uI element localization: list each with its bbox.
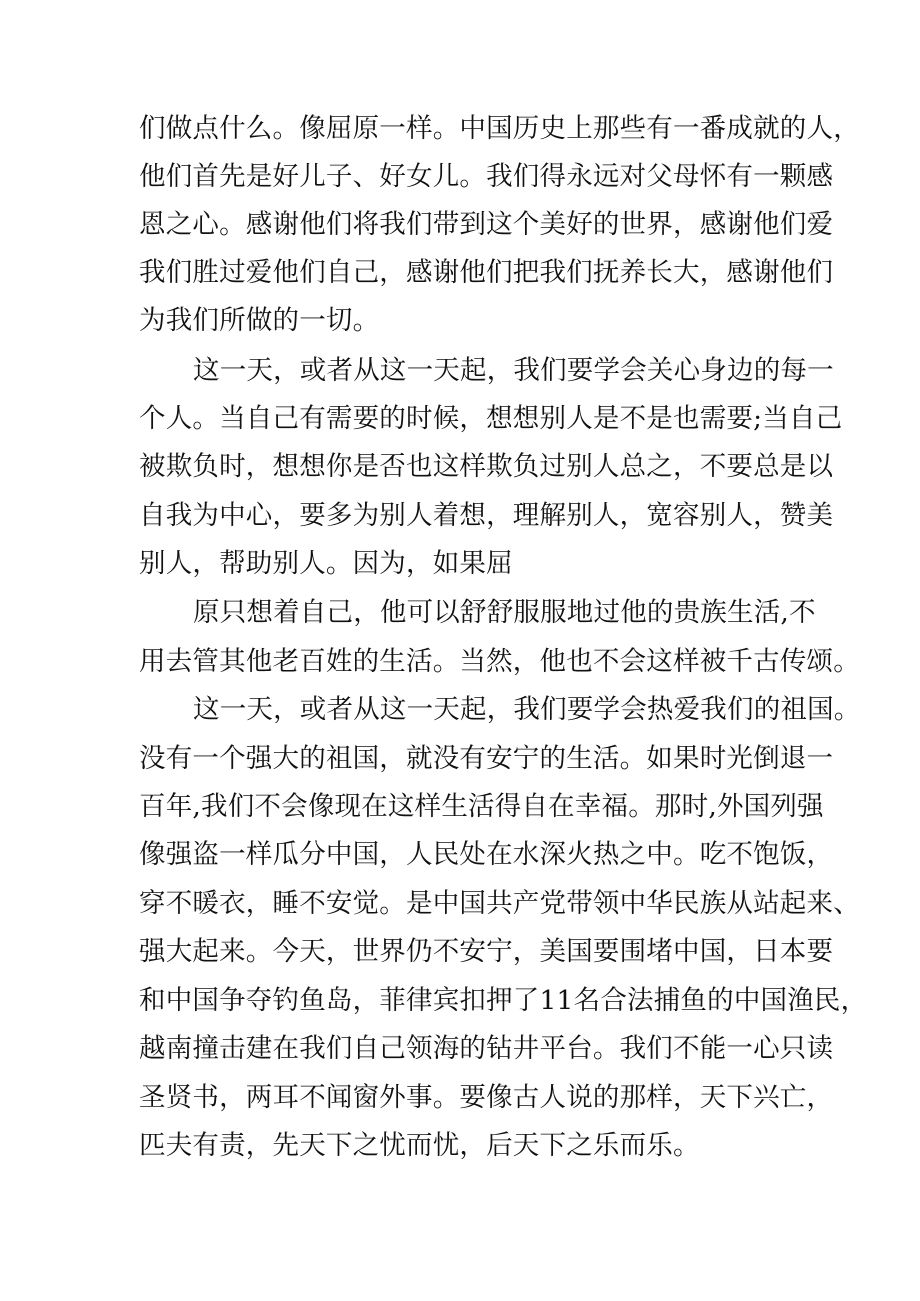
text-line: 穿不暖衣，睡不安觉。是中国共产党带领中华民族从站起来、 <box>139 888 860 919</box>
text-line: 恩之心。感谢他们将我们带到这个美好的世界，感谢他们爱 <box>139 209 834 240</box>
text-line: 自我为中心，要多为别人着想，理解别人，宽容别人，赞美 <box>139 500 834 531</box>
text-line: 和中国争夺钓鱼岛，菲律宾扣押了11名合法捕鱼的中国渔民， <box>139 985 868 1016</box>
text-line: 圣贤书，两耳不闻窗外事。要像古人说的那样，天下兴亡， <box>139 1082 834 1113</box>
text-line: 越南撞击建在我们自己领海的钻井平台。我们不能一心只读 <box>139 1033 834 1064</box>
text-line: 百年,我们不会像现在这样生活得自在幸福。那时,外国列强 <box>139 791 824 822</box>
text-line: 我们胜过爱他们自己，感谢他们把我们抚养长大，感谢他们 <box>139 257 834 288</box>
text-line: 这一天，或者从这一天起，我们要学会热爱我们的祖国。 <box>193 694 861 725</box>
text-line: 个人。当自己有需要的时候，想想别人是不是也需要;当自己 <box>139 403 843 434</box>
text-line: 匹夫有责，先天下之忧而忧，后天下之乐而乐。 <box>139 1130 700 1161</box>
text-line: 他们首先是好儿子、好女儿。我们得永远对父母怀有一颗感 <box>139 161 834 192</box>
text-line: 这一天，或者从这一天起，我们要学会关心身边的每一 <box>193 355 834 386</box>
text-line: 像强盗一样瓜分中国，人民处在水深火热之中。吃不饱饭， <box>139 839 834 870</box>
text-line: 为我们所做的一切。 <box>139 305 380 336</box>
text-line: 原只想着自己，他可以舒舒服服地过他的贵族生活,不 <box>193 597 816 628</box>
text-line: 用去管其他老百姓的生活。当然，他也不会这样被千古传颂。 <box>139 646 860 677</box>
text-line: 强大起来。今天，世界仍不安宁，美国要围堵中国，日本要 <box>139 936 834 967</box>
text-line: 们做点什么。像屈原一样。中国历史上那些有一番成就的人， <box>139 113 860 144</box>
text-line: 被欺负时，想想你是否也这样欺负过别人总之，不要总是以 <box>139 451 834 482</box>
text-line: 没有一个强大的祖国，就没有安宁的生活。如果时光倒退一 <box>139 743 834 774</box>
text-line: 别人，帮助别人。因为，如果屈 <box>139 548 513 579</box>
